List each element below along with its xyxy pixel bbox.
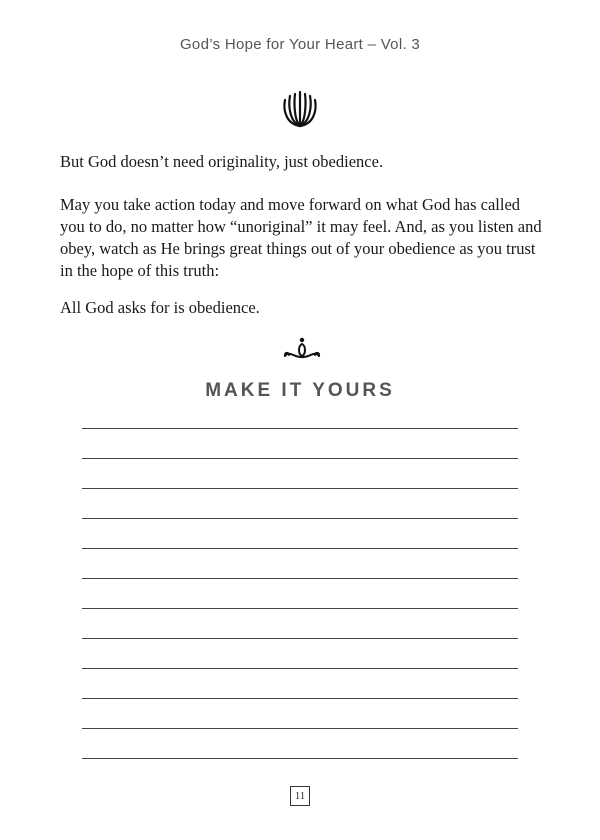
- writing-line[interactable]: [82, 758, 518, 759]
- writing-line[interactable]: [82, 578, 518, 579]
- writing-line[interactable]: [82, 458, 518, 459]
- writing-line[interactable]: [82, 548, 518, 549]
- writing-line[interactable]: [82, 428, 518, 429]
- writing-line[interactable]: [82, 488, 518, 489]
- writing-line[interactable]: [82, 668, 518, 669]
- tulip-flourish-icon: [282, 86, 318, 130]
- scroll-flourish-icon: [283, 336, 321, 362]
- writing-line[interactable]: [82, 638, 518, 639]
- writing-lines: [82, 428, 518, 788]
- paragraph-3: All God asks for is obedience.: [60, 298, 260, 317]
- writing-line[interactable]: [82, 728, 518, 729]
- section-title: MAKE IT YOURS: [205, 380, 395, 401]
- writing-line[interactable]: [82, 698, 518, 699]
- writing-line[interactable]: [82, 608, 518, 609]
- paragraph-1: But God doesn’t need originality, just obedience.: [60, 152, 384, 171]
- running-header: God’s Hope for Your Heart – Vol. 3: [179, 36, 421, 53]
- page-number: 11: [290, 786, 310, 806]
- writing-line[interactable]: [82, 518, 518, 519]
- paragraph-2: May you take action today and move forward on what God has called you to do, no matter how “unoriginal” it may feel. And, as you listen and obey, watch as He brings great things out of your obedience as you trust in the hope of this truth:: [60, 195, 542, 280]
